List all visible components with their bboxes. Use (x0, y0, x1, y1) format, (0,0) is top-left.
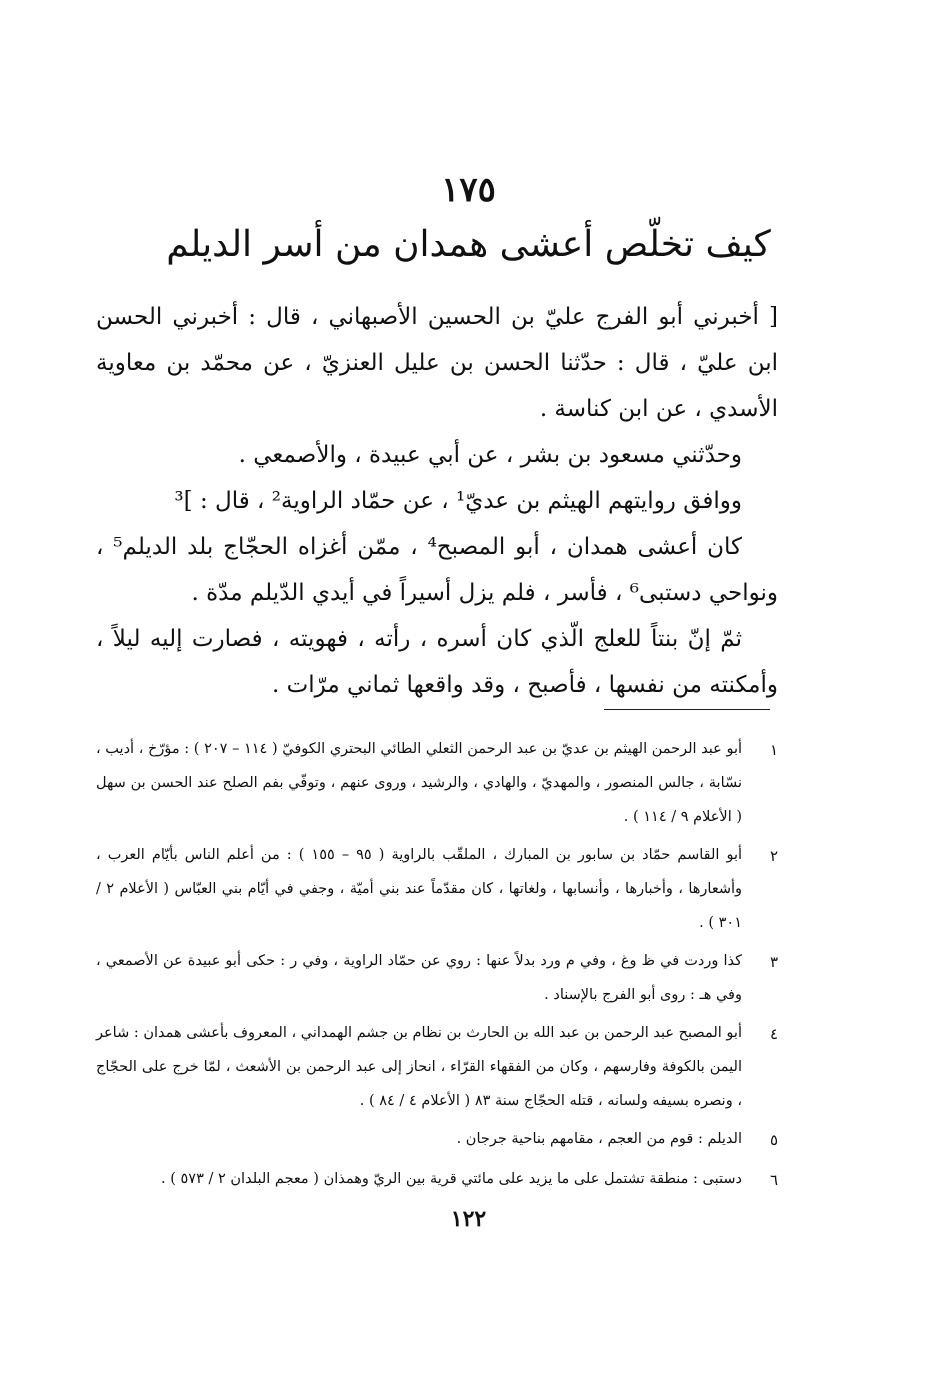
paragraph-narrative-2: ثمّ إنّ بنتاً للعلج الّذي كان أسره ، رأته ، فهويته ، فصارت إليه ليلاً ، وأمكنته من نفسها ، فأصبح ، وقد واقعها ثماني مرّات . (96, 626, 778, 698)
paragraph-isnad: [ أخبرني أبو الفرج عليّ بن الحسين الأصبهاني ، قال : أخبرني الحسن ابن عليّ ، قال : حدّثنا الحسن بن عليل العنزيّ ، عن محمّد بن معاوية الأسدي ، عن ابن كناسة . (96, 304, 778, 422)
footnote-text: أبو المصبح عبد الرحمن بن عبد الله بن الحارث بن نظام بن جشم الهمداني ، المعروف بأعشى همدان : شاعر اليمن بالكوفة وفارسهم ، وكان من الفقهاء القرّاء ، انحاز إلى عبد الرحمن بن الأشعث ، لمّا خرج على الحجّاج ، ونصره بسيفه ولسانه ، قتله الحجّاج سنة ٨٣ ( الأعلام ٤ / ٨٤ ) . (96, 1025, 742, 1109)
footnote-number: ٣ (769, 953, 778, 971)
paragraph-narrative-1: كان أعشى همدان ، أبو المصبح⁴ ، ممّن أغزاه الحجّاج بلد الديلم⁵ ، ونواحي دستبى⁶ ، فأسر ، فلم يزل أسيراً في أيدي الدّيلم مدّة . (96, 534, 778, 606)
footnotes (96, 732, 778, 1202)
footnote (96, 1162, 778, 1198)
footnote-text: الديلم : قوم من العجم ، مقامهم بناحية جرجان . (456, 1131, 742, 1147)
footnote (96, 1122, 778, 1158)
footnote-text: دستبى : منطقة تشتمل على ما يزيد على مائتي قرية بين الريّ وهمذان ( معجم البلدان ٢ / ٥٧٣ ) . (161, 1171, 742, 1187)
footnote-text: كذا وردت في ظ وغ ، وفي م ورد بدلاً عنها : روي عن حمّاد الراوية ، وفي ر : حكى أبو عبيدة عن الأصمعي ، وفي هـ : روى أبو الفرج بالإسناد . (96, 953, 742, 1003)
footnote (96, 732, 778, 834)
paragraph-second-chain: وحدّثني مسعود بن بشر ، عن أبي عبيدة ، والأصمعي . (238, 442, 742, 468)
chapter-title: كيف تخلّص أعشى همدان من أسر الديلم (166, 224, 771, 265)
footnote-number: ٥ (769, 1131, 778, 1149)
footnote (96, 838, 778, 940)
footnote-number: ٦ (769, 1171, 778, 1189)
footnote-text: أبو القاسم حمّاد بن سابور بن المبارك ، الملقّب بالراوية ( ٩٥ – ١٥٥ ) : من أعلم الناس بأيّام العرب ، وأشعارها ، وأخبارها ، وأنسابها ، ولغاتها ، كان مقدّماً عند بني أميّة ، وجفي في أيّام بني العبّاس ( الأعلام ٢ / ٣٠١ ) . (96, 847, 743, 931)
footnote-number: ٢ (769, 847, 778, 865)
footnote-number: ١ (769, 741, 778, 759)
footnote-divider (604, 709, 770, 710)
footnote (96, 1016, 778, 1118)
page-number: ١٢٢ (450, 1206, 487, 1232)
paragraph-third-chain: ووافق روايتهم الهيثم بن عديّ¹ ، عن حمّاد الراوية² ، قال : ]³ (174, 488, 742, 514)
section-number: ١٧٥ (441, 170, 496, 210)
footnote-text: أبو عبد الرحمن الهيثم بن عديّ بن عبد الرحمن الثعلي الطائي البحتري الكوفيّ ( ١١٤ – ٢٠٧ ) : مؤرّخ ، أديب ، نسّابة ، جالس المنصور ، والمهديّ ، والهادي ، والرشيد ، وروى عنهم ، وتوفّي بفم الصلح عند الحسن بن سهل ( الأعلام ٩ / ١١٤ ) . (96, 741, 743, 825)
footnote (96, 944, 778, 1012)
footnote-number: ٤ (769, 1025, 778, 1043)
body-text (96, 294, 778, 708)
